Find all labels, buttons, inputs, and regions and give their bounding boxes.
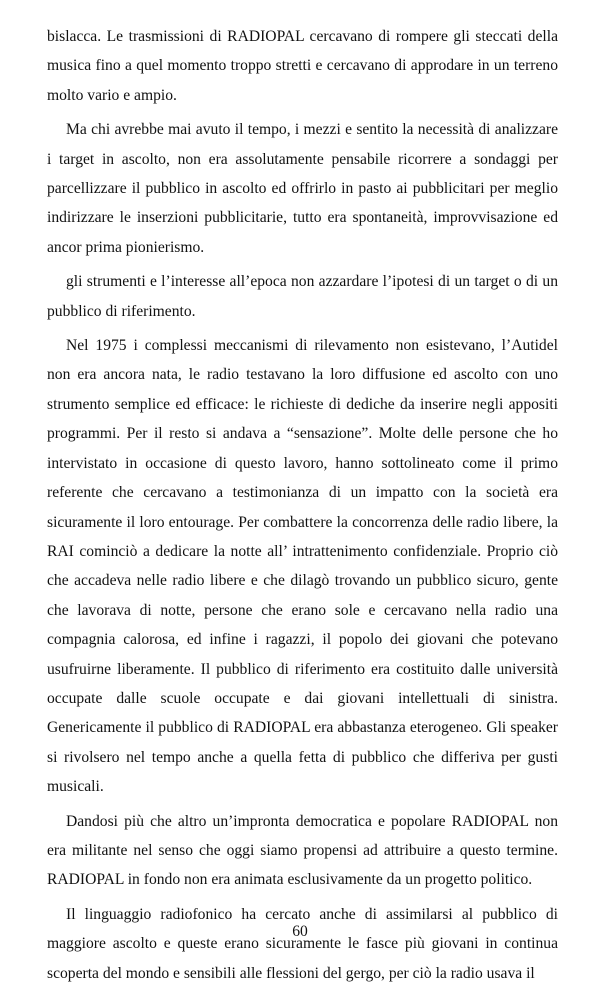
paragraph-continuation: bislacca. Le trasmissioni di RADIOPAL cercavano di rompere gli steccati della musica fino a quel momento troppo stretti e cercavano di approdare in un terreno molto vario e ampio. [47, 28, 558, 104]
paragraph: Dandosi più che altro un’impronta democratica e popolare RADIOPAL non era militante nel senso che oggi siamo propensi ad attribuire a questo termine. RADIOPAL in fondo non era animata esclusivamente da un progetto politico. [47, 812, 558, 889]
paragraph: gli strumenti e l’interesse all’epoca non azzardare l’ipotesi di un target o di un pubblico di riferimento. [47, 273, 558, 320]
paragraph: Nel 1975 i complessi meccanismi di rilevamento non esistevano, l’Autidel non era ancora nata, le radio testavano la loro diffusione ed ascolto con uno strumento semplice ed efficace: le richieste di dediche da inserire negli appositi programmi. Per il resto si andava a “sensazione”. Molte delle persone che ho intervistato in occasione di questo lavoro, hanno sottolineato come il primo referente che cercavano a testimonianza di un impatto con la società era sicuramente il loro entourage. Per combattere la concorrenza delle radio libere, la RAI cominciò a dedicare la notte all’ intrattenimento confidenziale. Proprio ciò che accadeva nelle radio libere e che dilagò trovando un pubblico sicuro, gente che lavorava di notte, persone che erano sole e cercavano nella radio una compagnia calorosa, ed infine i ragazzi, il popolo dei giovani che potevano usufruirne liberamente. Il pubblico di riferimento era costituito dalle università occupate dalle scuole occupate e dai giovani intellettuali di sinistra. Genericamente il pubblico di RADIOPAL era abbastanza eterogeneo. Gli speaker si rivolsero nel tempo anche a quella fetta di pubblico che differiva per gusti musicali. [47, 337, 558, 796]
body-text [47, 22, 558, 993]
paragraph: Ma chi avrebbe mai avuto il tempo, i mezzi e sentito la necessità di analizzare i target in ascolto, non era assolutamente pensabile ricorrere a sondaggi per parcellizzare il pubblico in ascolto ed offrirlo in pasto ai pubblicitari per meglio indirizzare le inserzioni pubblicitarie, tutto era spontaneità, improvvisazione ed ancor prima pionierismo. [47, 121, 558, 256]
page-number: 60 [292, 923, 308, 940]
paragraph: Il linguaggio radiofonico ha cercato anche di assimilarsi al pubblico di maggiore ascolto e queste erano sicuramente le fasce più giovani in continua scoperta del mondo e sensibili alle flessioni del gergo, per ciò la radio usava il [47, 905, 558, 982]
